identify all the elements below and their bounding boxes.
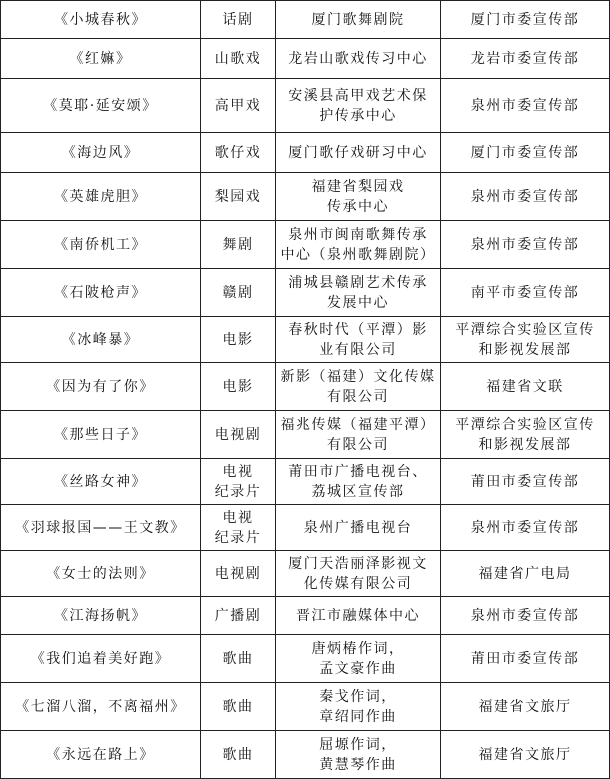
work-title-cell: 《英雄虎胆》 bbox=[1, 173, 201, 221]
producer-cell: 莆田市广播电视台、 荔城区宣传部 bbox=[276, 459, 441, 505]
recommender-cell: 福建省文联 bbox=[441, 363, 610, 411]
genre-cell: 电视 纪录片 bbox=[201, 505, 276, 551]
recommender-cell: 福建省文旅厅 bbox=[441, 731, 610, 779]
works-table-body bbox=[1, 1, 610, 779]
recommender-cell: 平潭综合实验区宣传 和影视发展部 bbox=[441, 411, 610, 459]
work-title-cell: 《羽球报国——王文教》 bbox=[1, 505, 201, 551]
recommender-cell: 泉州市委宣传部 bbox=[441, 505, 610, 551]
recommender-cell: 莆田市委宣传部 bbox=[441, 459, 610, 505]
producer-cell: 福兆传媒（福建平潭） 有限公司 bbox=[276, 411, 441, 459]
table-row bbox=[1, 459, 610, 505]
recommender-cell: 泉州市委宣传部 bbox=[441, 79, 610, 133]
genre-cell: 电视 纪录片 bbox=[201, 459, 276, 505]
producer-cell: 龙岩山歌戏传习中心 bbox=[276, 39, 441, 79]
table-row bbox=[1, 79, 610, 133]
recommender-cell: 泉州市委宣传部 bbox=[441, 221, 610, 269]
producer-cell: 福建省梨园戏 传承中心 bbox=[276, 173, 441, 221]
genre-cell: 梨园戏 bbox=[201, 173, 276, 221]
producer-cell: 唐炳椿作词， 孟文豪作曲 bbox=[276, 635, 441, 683]
work-title-cell: 《那些日子》 bbox=[1, 411, 201, 459]
recommender-cell: 龙岩市委宣传部 bbox=[441, 39, 610, 79]
recommender-cell: 南平市委宣传部 bbox=[441, 269, 610, 317]
genre-cell: 话剧 bbox=[201, 1, 276, 39]
genre-cell: 电视剧 bbox=[201, 411, 276, 459]
table-row bbox=[1, 683, 610, 731]
work-title-cell: 《南侨机工》 bbox=[1, 221, 201, 269]
producer-cell: 泉州广播电视台 bbox=[276, 505, 441, 551]
producer-cell: 厦门歌舞剧院 bbox=[276, 1, 441, 39]
table-row bbox=[1, 505, 610, 551]
genre-cell: 电影 bbox=[201, 363, 276, 411]
table-row bbox=[1, 635, 610, 683]
table-row bbox=[1, 551, 610, 597]
table-row bbox=[1, 411, 610, 459]
work-title-cell: 《莫耶·延安颂》 bbox=[1, 79, 201, 133]
producer-cell: 秦戈作词， 章绍同作曲 bbox=[276, 683, 441, 731]
table-row bbox=[1, 221, 610, 269]
table-row bbox=[1, 39, 610, 79]
genre-cell: 歌曲 bbox=[201, 683, 276, 731]
work-title-cell: 《红嫲》 bbox=[1, 39, 201, 79]
work-title-cell: 《我们追着美好跑》 bbox=[1, 635, 201, 683]
table-row bbox=[1, 317, 610, 363]
recommender-cell: 厦门市委宣传部 bbox=[441, 1, 610, 39]
genre-cell: 广播剧 bbox=[201, 597, 276, 635]
genre-cell: 歌曲 bbox=[201, 635, 276, 683]
producer-cell: 安溪县高甲戏艺术保 护传承中心 bbox=[276, 79, 441, 133]
genre-cell: 歌曲 bbox=[201, 731, 276, 779]
table-row bbox=[1, 173, 610, 221]
genre-cell: 电视剧 bbox=[201, 551, 276, 597]
work-title-cell: 《海边风》 bbox=[1, 133, 201, 173]
genre-cell: 赣剧 bbox=[201, 269, 276, 317]
recommender-cell: 泉州市委宣传部 bbox=[441, 173, 610, 221]
recommender-cell: 福建省文旅厅 bbox=[441, 683, 610, 731]
table-row bbox=[1, 363, 610, 411]
producer-cell: 春秋时代（平潭）影 业有限公司 bbox=[276, 317, 441, 363]
work-title-cell: 《石陂枪声》 bbox=[1, 269, 201, 317]
work-title-cell: 《江海扬帆》 bbox=[1, 597, 201, 635]
table-row bbox=[1, 597, 610, 635]
producer-cell: 浦城县赣剧艺术传承 发展中心 bbox=[276, 269, 441, 317]
recommender-cell: 福建省广电局 bbox=[441, 551, 610, 597]
genre-cell: 电影 bbox=[201, 317, 276, 363]
producer-cell: 厦门天浩丽泽影视文 化传媒有限公司 bbox=[276, 551, 441, 597]
work-title-cell: 《七溜八溜，不离福州》 bbox=[1, 683, 201, 731]
table-row bbox=[1, 731, 610, 779]
work-title-cell: 《因为有了你》 bbox=[1, 363, 201, 411]
work-title-cell: 《女士的法则》 bbox=[1, 551, 201, 597]
table-row bbox=[1, 133, 610, 173]
table-row bbox=[1, 269, 610, 317]
producer-cell: 厦门歌仔戏研习中心 bbox=[276, 133, 441, 173]
genre-cell: 舞剧 bbox=[201, 221, 276, 269]
producer-cell: 新影（福建）文化传媒 有限公司 bbox=[276, 363, 441, 411]
producer-cell: 晋江市融媒体中心 bbox=[276, 597, 441, 635]
work-title-cell: 《小城春秋》 bbox=[1, 1, 201, 39]
genre-cell: 歌仔戏 bbox=[201, 133, 276, 173]
producer-cell: 屈塬作词， 黄慧琴作曲 bbox=[276, 731, 441, 779]
recommender-cell: 泉州市委宣传部 bbox=[441, 597, 610, 635]
work-title-cell: 《冰峰暴》 bbox=[1, 317, 201, 363]
work-title-cell: 《丝路女神》 bbox=[1, 459, 201, 505]
table-row bbox=[1, 1, 610, 39]
producer-cell: 泉州市闽南歌舞传承 中心（泉州歌舞剧院） bbox=[276, 221, 441, 269]
recommender-cell: 平潭综合实验区宣传 和影视发展部 bbox=[441, 317, 610, 363]
genre-cell: 山歌戏 bbox=[201, 39, 276, 79]
recommender-cell: 厦门市委宣传部 bbox=[441, 133, 610, 173]
recommender-cell: 莆田市委宣传部 bbox=[441, 635, 610, 683]
genre-cell: 高甲戏 bbox=[201, 79, 276, 133]
work-title-cell: 《永远在路上》 bbox=[1, 731, 201, 779]
